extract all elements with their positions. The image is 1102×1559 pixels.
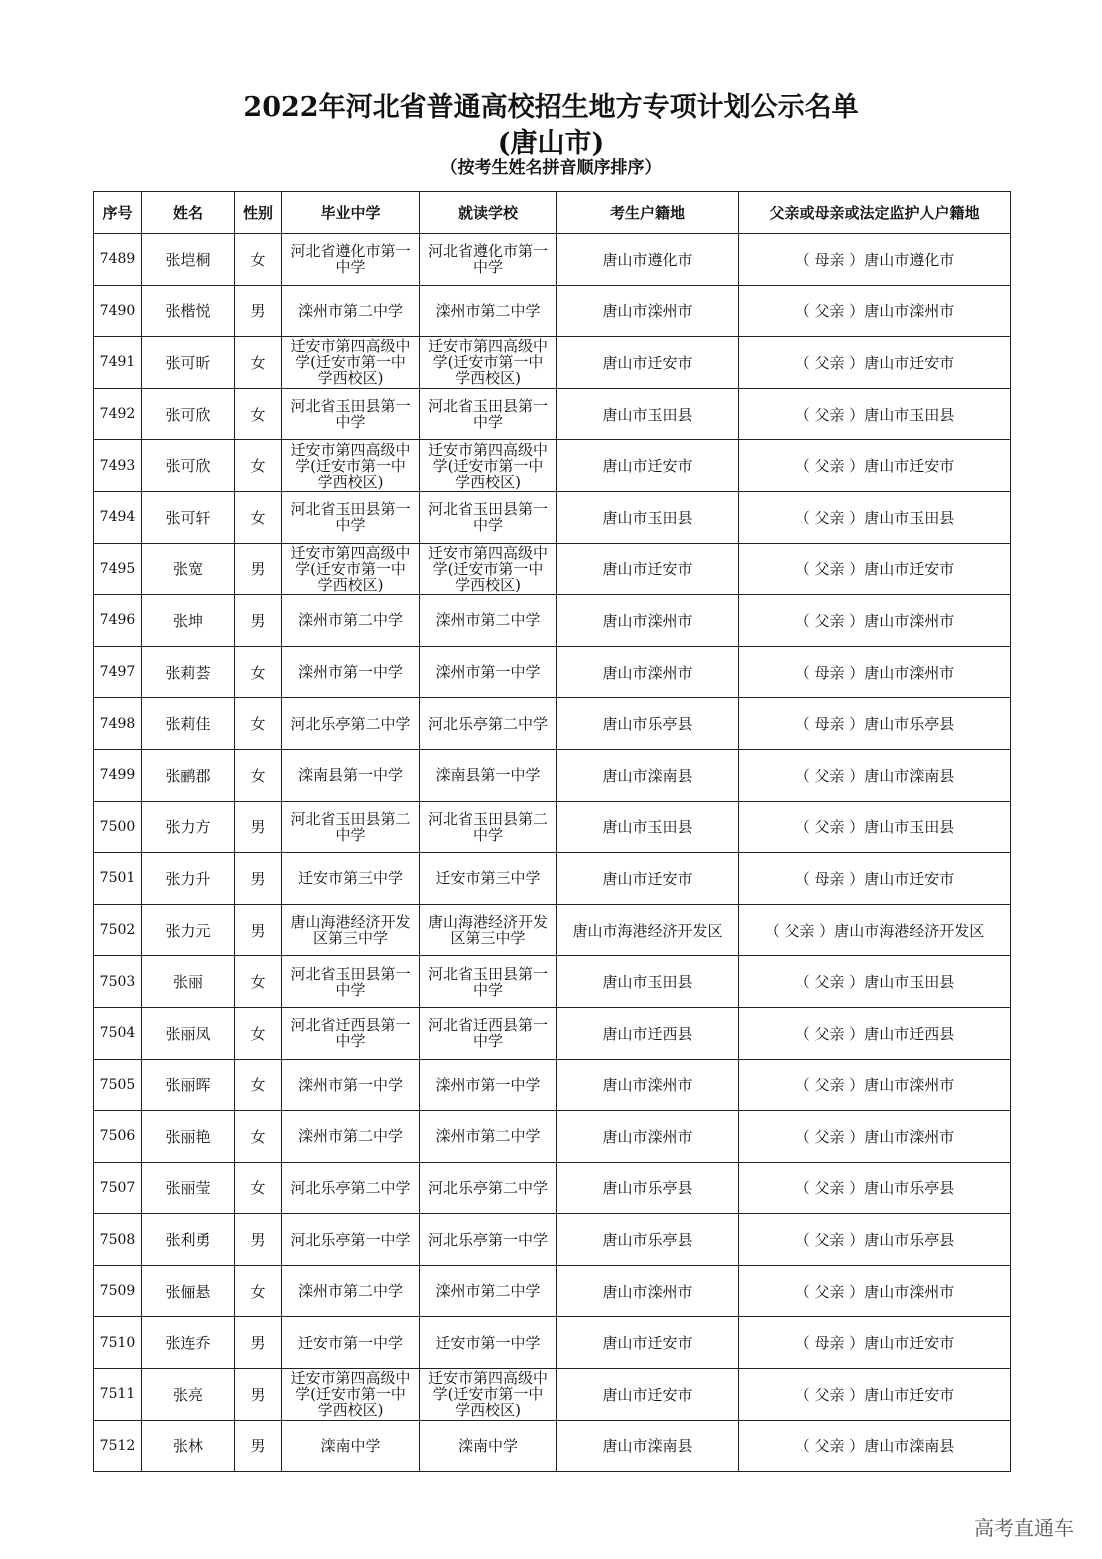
table-row bbox=[94, 1162, 1011, 1214]
gender-cell: 女 bbox=[235, 440, 282, 492]
current-school-cell: 河北省玉田县第二中学 bbox=[420, 801, 557, 853]
seq-cell: 7502 bbox=[94, 904, 142, 956]
gender-cell: 女 bbox=[235, 337, 282, 389]
header-graduated-school: 毕业中学 bbox=[282, 192, 420, 234]
graduated-school-cell: 河北省玉田县第二中学 bbox=[282, 801, 420, 853]
name-cell: 张莉荟 bbox=[142, 646, 235, 698]
household-cell: 唐山市滦南县 bbox=[557, 1420, 739, 1472]
graduated-school-cell: 迁安市第三中学 bbox=[282, 853, 420, 905]
current-school-cell: 迁安市第一中学 bbox=[420, 1317, 557, 1369]
name-cell: 张可欣 bbox=[142, 440, 235, 492]
name-cell: 张楷悦 bbox=[142, 285, 235, 337]
household-cell: 唐山市滦南县 bbox=[557, 749, 739, 801]
current-school-cell: 河北省玉田县第一中学 bbox=[420, 388, 557, 440]
current-school-cell: 滦南县第一中学 bbox=[420, 749, 557, 801]
graduated-school-cell: 迁安市第四高级中学(迁安市第一中学西校区) bbox=[282, 337, 420, 389]
guardian-cell: （ 父亲 ）唐山市迁安市 bbox=[739, 440, 1011, 492]
gender-cell: 男 bbox=[235, 595, 282, 647]
current-school-cell: 滦州市第二中学 bbox=[420, 1111, 557, 1163]
guardian-cell: （ 父亲 ）唐山市滦州市 bbox=[739, 285, 1011, 337]
guardian-cell: （ 父亲 ）唐山市玉田县 bbox=[739, 388, 1011, 440]
graduated-school-cell: 迁安市第四高级中学(迁安市第一中学西校区) bbox=[282, 543, 420, 595]
table-row bbox=[94, 749, 1011, 801]
table-row bbox=[94, 234, 1011, 286]
graduated-school-cell: 河北省迁西县第一中学 bbox=[282, 1007, 420, 1059]
graduated-school-cell: 河北乐亭第二中学 bbox=[282, 1162, 420, 1214]
current-school-cell: 河北乐亭第二中学 bbox=[420, 698, 557, 750]
table-row bbox=[94, 904, 1011, 956]
household-cell: 唐山市滦州市 bbox=[557, 1059, 739, 1111]
table-row bbox=[94, 1265, 1011, 1317]
seq-cell: 7491 bbox=[94, 337, 142, 389]
guardian-cell: （ 父亲 ）唐山市乐亭县 bbox=[739, 1162, 1011, 1214]
graduated-school-cell: 河北乐亭第一中学 bbox=[282, 1214, 420, 1266]
name-cell: 张丽艳 bbox=[142, 1111, 235, 1163]
name-cell: 张可欣 bbox=[142, 388, 235, 440]
household-cell: 唐山市玉田县 bbox=[557, 491, 739, 543]
seq-cell: 7490 bbox=[94, 285, 142, 337]
gender-cell: 女 bbox=[235, 388, 282, 440]
gender-cell: 女 bbox=[235, 646, 282, 698]
guardian-cell: （ 父亲 ）唐山市乐亭县 bbox=[739, 1214, 1011, 1266]
graduated-school-cell: 河北省玉田县第一中学 bbox=[282, 388, 420, 440]
current-school-cell: 河北省迁西县第一中学 bbox=[420, 1007, 557, 1059]
graduated-school-cell: 滦南县第一中学 bbox=[282, 749, 420, 801]
graduated-school-cell: 河北省玉田县第一中学 bbox=[282, 491, 420, 543]
household-cell: 唐山市迁安市 bbox=[557, 1369, 739, 1421]
seq-cell: 7504 bbox=[94, 1007, 142, 1059]
name-cell: 张丽凤 bbox=[142, 1007, 235, 1059]
seq-cell: 7510 bbox=[94, 1317, 142, 1369]
header-guardian-registration: 父亲或母亲或法定监护人户籍地 bbox=[739, 192, 1011, 234]
table-row bbox=[94, 491, 1011, 543]
graduated-school-cell: 河北省玉田县第一中学 bbox=[282, 956, 420, 1008]
household-cell: 唐山市乐亭县 bbox=[557, 698, 739, 750]
name-cell: 张丽 bbox=[142, 956, 235, 1008]
guardian-cell: （ 父亲 ）唐山市海港经济开发区 bbox=[739, 904, 1011, 956]
seq-cell: 7508 bbox=[94, 1214, 142, 1266]
table-row bbox=[94, 1007, 1011, 1059]
household-cell: 唐山市迁安市 bbox=[557, 337, 739, 389]
household-cell: 唐山市迁安市 bbox=[557, 440, 739, 492]
table-row bbox=[94, 543, 1011, 595]
current-school-cell: 河北省玉田县第一中学 bbox=[420, 956, 557, 1008]
table-row bbox=[94, 440, 1011, 492]
gender-cell: 女 bbox=[235, 956, 282, 1008]
guardian-cell: （ 父亲 ）唐山市滦州市 bbox=[739, 595, 1011, 647]
graduated-school-cell: 迁安市第四高级中学(迁安市第一中学西校区) bbox=[282, 1369, 420, 1421]
current-school-cell: 河北乐亭第二中学 bbox=[420, 1162, 557, 1214]
graduated-school-cell: 河北乐亭第二中学 bbox=[282, 698, 420, 750]
name-cell: 张莉佳 bbox=[142, 698, 235, 750]
gender-cell: 男 bbox=[235, 1369, 282, 1421]
guardian-cell: （ 父亲 ）唐山市迁安市 bbox=[739, 543, 1011, 595]
graduated-school-cell: 迁安市第一中学 bbox=[282, 1317, 420, 1369]
guardian-cell: （ 父亲 ）唐山市滦州市 bbox=[739, 1111, 1011, 1163]
gender-cell: 女 bbox=[235, 1059, 282, 1111]
guardian-cell: （ 父亲 ）唐山市迁西县 bbox=[739, 1007, 1011, 1059]
table-row bbox=[94, 801, 1011, 853]
table-row bbox=[94, 1420, 1011, 1472]
table-row bbox=[94, 595, 1011, 647]
household-cell: 唐山市玉田县 bbox=[557, 388, 739, 440]
name-cell: 张连乔 bbox=[142, 1317, 235, 1369]
household-cell: 唐山市滦州市 bbox=[557, 1111, 739, 1163]
guardian-cell: （ 母亲 ）唐山市乐亭县 bbox=[739, 698, 1011, 750]
gender-cell: 男 bbox=[235, 1420, 282, 1472]
seq-cell: 7497 bbox=[94, 646, 142, 698]
household-cell: 唐山市滦州市 bbox=[557, 595, 739, 647]
header-current-school: 就读学校 bbox=[420, 192, 557, 234]
gender-cell: 女 bbox=[235, 1111, 282, 1163]
current-school-cell: 滦州市第二中学 bbox=[420, 595, 557, 647]
graduated-school-cell: 滦州市第一中学 bbox=[282, 1059, 420, 1111]
guardian-cell: （ 母亲 ）唐山市遵化市 bbox=[739, 234, 1011, 286]
gender-cell: 男 bbox=[235, 904, 282, 956]
household-cell: 唐山市遵化市 bbox=[557, 234, 739, 286]
current-school-cell: 滦州市第一中学 bbox=[420, 646, 557, 698]
current-school-cell: 河北省玉田县第一中学 bbox=[420, 491, 557, 543]
seq-cell: 7509 bbox=[94, 1265, 142, 1317]
gender-cell: 男 bbox=[235, 1317, 282, 1369]
graduated-school-cell: 迁安市第四高级中学(迁安市第一中学西校区) bbox=[282, 440, 420, 492]
household-cell: 唐山市滦州市 bbox=[557, 285, 739, 337]
graduated-school-cell: 河北省遵化市第一中学 bbox=[282, 234, 420, 286]
current-school-cell: 滦州市第一中学 bbox=[420, 1059, 557, 1111]
watermark: 高考直通车 bbox=[974, 1516, 1074, 1540]
household-cell: 唐山市海港经济开发区 bbox=[557, 904, 739, 956]
current-school-cell: 唐山海港经济开发区第三中学 bbox=[420, 904, 557, 956]
household-cell: 唐山市迁安市 bbox=[557, 853, 739, 905]
table-row bbox=[94, 1369, 1011, 1421]
current-school-cell: 滦南中学 bbox=[420, 1420, 557, 1472]
table-row bbox=[94, 853, 1011, 905]
current-school-cell: 迁安市第四高级中学(迁安市第一中学西校区) bbox=[420, 440, 557, 492]
household-cell: 唐山市乐亭县 bbox=[557, 1162, 739, 1214]
document-subtitle-city: (唐山市) bbox=[497, 128, 605, 159]
name-cell: 张利勇 bbox=[142, 1214, 235, 1266]
current-school-cell: 河北省遵化市第一中学 bbox=[420, 234, 557, 286]
header-seq: 序号 bbox=[94, 192, 142, 234]
seq-cell: 7492 bbox=[94, 388, 142, 440]
gender-cell: 女 bbox=[235, 1007, 282, 1059]
guardian-cell: （ 父亲 ）唐山市滦南县 bbox=[739, 1420, 1011, 1472]
current-school-cell: 滦州市第二中学 bbox=[420, 285, 557, 337]
header-name: 姓名 bbox=[142, 192, 235, 234]
current-school-cell: 迁安市第四高级中学(迁安市第一中学西校区) bbox=[420, 543, 557, 595]
gender-cell: 女 bbox=[235, 1162, 282, 1214]
table-row bbox=[94, 1317, 1011, 1369]
graduated-school-cell: 唐山海港经济开发区第三中学 bbox=[282, 904, 420, 956]
gender-cell: 男 bbox=[235, 285, 282, 337]
name-cell: 张力元 bbox=[142, 904, 235, 956]
name-cell: 张林 bbox=[142, 1420, 235, 1472]
document-title: 2022年河北省普通高校招生地方专项计划公示名单 bbox=[243, 92, 859, 123]
seq-cell: 7507 bbox=[94, 1162, 142, 1214]
gender-cell: 男 bbox=[235, 543, 282, 595]
gender-cell: 男 bbox=[235, 853, 282, 905]
guardian-cell: （ 母亲 ）唐山市迁安市 bbox=[739, 1317, 1011, 1369]
table-row bbox=[94, 1059, 1011, 1111]
guardian-cell: （ 父亲 ）唐山市迁安市 bbox=[739, 1369, 1011, 1421]
table-row bbox=[94, 388, 1011, 440]
gender-cell: 男 bbox=[235, 1214, 282, 1266]
name-cell: 张鹂郡 bbox=[142, 749, 235, 801]
graduated-school-cell: 滦州市第二中学 bbox=[282, 285, 420, 337]
document-sort-note: （按考生姓名拼音顺序排序） bbox=[440, 158, 662, 178]
table-row bbox=[94, 337, 1011, 389]
guardian-cell: （ 父亲 ）唐山市玉田县 bbox=[739, 956, 1011, 1008]
seq-cell: 7500 bbox=[94, 801, 142, 853]
name-cell: 张可昕 bbox=[142, 337, 235, 389]
header-gender: 性别 bbox=[235, 192, 282, 234]
name-cell: 张力升 bbox=[142, 853, 235, 905]
name-cell: 张力方 bbox=[142, 801, 235, 853]
household-cell: 唐山市乐亭县 bbox=[557, 1214, 739, 1266]
graduated-school-cell: 滦州市第二中学 bbox=[282, 1111, 420, 1163]
name-cell: 张丽晖 bbox=[142, 1059, 235, 1111]
gender-cell: 女 bbox=[235, 491, 282, 543]
table-row bbox=[94, 646, 1011, 698]
guardian-cell: （ 母亲 ）唐山市滦州市 bbox=[739, 646, 1011, 698]
table-row bbox=[94, 1111, 1011, 1163]
household-cell: 唐山市滦州市 bbox=[557, 646, 739, 698]
name-cell: 张亮 bbox=[142, 1369, 235, 1421]
seq-cell: 7503 bbox=[94, 956, 142, 1008]
guardian-cell: （ 父亲 ）唐山市迁安市 bbox=[739, 337, 1011, 389]
roster-table bbox=[93, 191, 1011, 1472]
seq-cell: 7496 bbox=[94, 595, 142, 647]
seq-cell: 7498 bbox=[94, 698, 142, 750]
current-school-cell: 迁安市第三中学 bbox=[420, 853, 557, 905]
guardian-cell: （ 父亲 ）唐山市玉田县 bbox=[739, 491, 1011, 543]
seq-cell: 7499 bbox=[94, 749, 142, 801]
seq-cell: 7501 bbox=[94, 853, 142, 905]
name-cell: 张坤 bbox=[142, 595, 235, 647]
guardian-cell: （ 父亲 ）唐山市滦州市 bbox=[739, 1059, 1011, 1111]
gender-cell: 女 bbox=[235, 1265, 282, 1317]
household-cell: 唐山市迁安市 bbox=[557, 543, 739, 595]
household-cell: 唐山市玉田县 bbox=[557, 801, 739, 853]
current-school-cell: 迁安市第四高级中学(迁安市第一中学西校区) bbox=[420, 1369, 557, 1421]
current-school-cell: 河北乐亭第一中学 bbox=[420, 1214, 557, 1266]
household-cell: 唐山市迁西县 bbox=[557, 1007, 739, 1059]
seq-cell: 7494 bbox=[94, 491, 142, 543]
table-header-row bbox=[94, 192, 1011, 234]
household-cell: 唐山市滦州市 bbox=[557, 1265, 739, 1317]
table-row bbox=[94, 285, 1011, 337]
gender-cell: 女 bbox=[235, 749, 282, 801]
seq-cell: 7489 bbox=[94, 234, 142, 286]
current-school-cell: 滦州市第二中学 bbox=[420, 1265, 557, 1317]
graduated-school-cell: 滦州市第二中学 bbox=[282, 595, 420, 647]
gender-cell: 男 bbox=[235, 801, 282, 853]
seq-cell: 7512 bbox=[94, 1420, 142, 1472]
graduated-school-cell: 滦南中学 bbox=[282, 1420, 420, 1472]
household-cell: 唐山市迁安市 bbox=[557, 1317, 739, 1369]
guardian-cell: （ 父亲 ）唐山市滦州市 bbox=[739, 1265, 1011, 1317]
gender-cell: 女 bbox=[235, 698, 282, 750]
table-row bbox=[94, 698, 1011, 750]
seq-cell: 7505 bbox=[94, 1059, 142, 1111]
name-cell: 张可轩 bbox=[142, 491, 235, 543]
seq-cell: 7493 bbox=[94, 440, 142, 492]
name-cell: 张丽莹 bbox=[142, 1162, 235, 1214]
gender-cell: 女 bbox=[235, 234, 282, 286]
name-cell: 张垲桐 bbox=[142, 234, 235, 286]
graduated-school-cell: 滦州市第一中学 bbox=[282, 646, 420, 698]
header-household-registration: 考生户籍地 bbox=[557, 192, 739, 234]
guardian-cell: （ 母亲 ）唐山市迁安市 bbox=[739, 853, 1011, 905]
name-cell: 张宽 bbox=[142, 543, 235, 595]
table-row bbox=[94, 956, 1011, 1008]
graduated-school-cell: 滦州市第二中学 bbox=[282, 1265, 420, 1317]
name-cell: 张俪悬 bbox=[142, 1265, 235, 1317]
household-cell: 唐山市玉田县 bbox=[557, 956, 739, 1008]
seq-cell: 7506 bbox=[94, 1111, 142, 1163]
guardian-cell: （ 父亲 ）唐山市玉田县 bbox=[739, 801, 1011, 853]
seq-cell: 7495 bbox=[94, 543, 142, 595]
seq-cell: 7511 bbox=[94, 1369, 142, 1421]
table-row bbox=[94, 1214, 1011, 1266]
guardian-cell: （ 父亲 ）唐山市滦南县 bbox=[739, 749, 1011, 801]
current-school-cell: 迁安市第四高级中学(迁安市第一中学西校区) bbox=[420, 337, 557, 389]
